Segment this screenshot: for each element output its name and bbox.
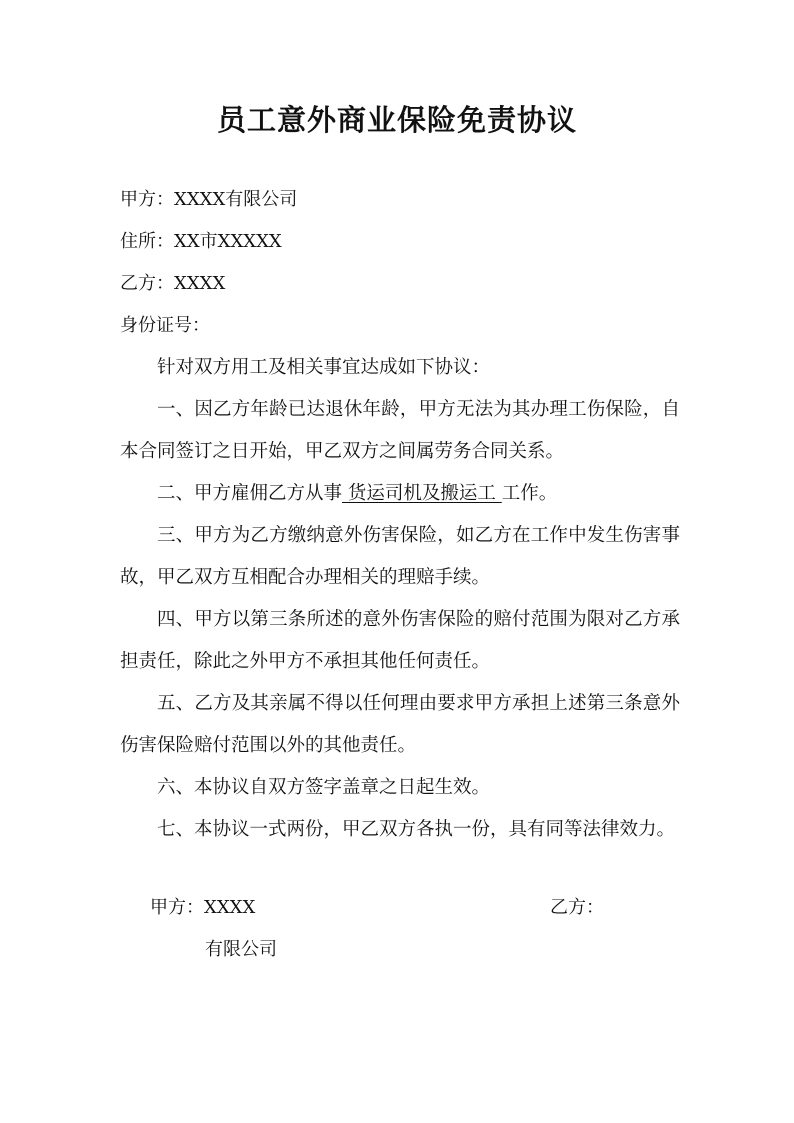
document-title: 员工意外商业保险免责协议 <box>216 103 577 137</box>
clause-5: 五、乙方及其亲属不得以任何理由要求甲方承担上述第三条意外伤害保险赔付范围以外的其他责任。 <box>120 693 680 756</box>
clause-2 <box>120 473 680 515</box>
signature-party-b: 乙方： <box>550 897 604 918</box>
clause-2-prefix: 二、甲方雇佣乙方从事 <box>157 483 343 504</box>
clause-2-suffix: 工作。 <box>501 483 558 504</box>
clause-6: 六、本协议自双方签字盖章之日起生效。 <box>157 777 491 798</box>
id-number: 身份证号： <box>120 315 210 336</box>
signature-party-a-line2: 有限公司 <box>205 939 277 960</box>
job-title-underlined: 货运司机及搬运工 <box>342 483 502 504</box>
clause-1: 一、因乙方年龄已达退休年龄，甲方无法为其办理工伤保险，自本合同签订之日开始，甲乙双方之间属劳务合同关系。 <box>120 399 680 462</box>
clause-7: 七、本协议一式两份，甲乙双方各执一份，具有同等法律效力。 <box>157 819 676 840</box>
party-a: 甲方：XXXX有限公司 <box>120 189 298 210</box>
intro: 针对双方用工及相关事宜达成如下协议： <box>157 357 491 378</box>
address: 住所：XX市XXXXX <box>120 231 282 252</box>
clause-4: 四、甲方以第三条所述的意外伤害保险的赔付范围为限对乙方承担责任，除此之外甲方不承担其他任何责任。 <box>120 609 680 672</box>
signature-party-a: 甲方：XXXX <box>150 897 256 918</box>
clause-3: 三、甲方为乙方缴纳意外伤害保险，如乙方在工作中发生伤害事故，甲乙双方互相配合办理相关的理赔手续。 <box>120 525 680 588</box>
party-b: 乙方：XXXX <box>120 273 226 294</box>
